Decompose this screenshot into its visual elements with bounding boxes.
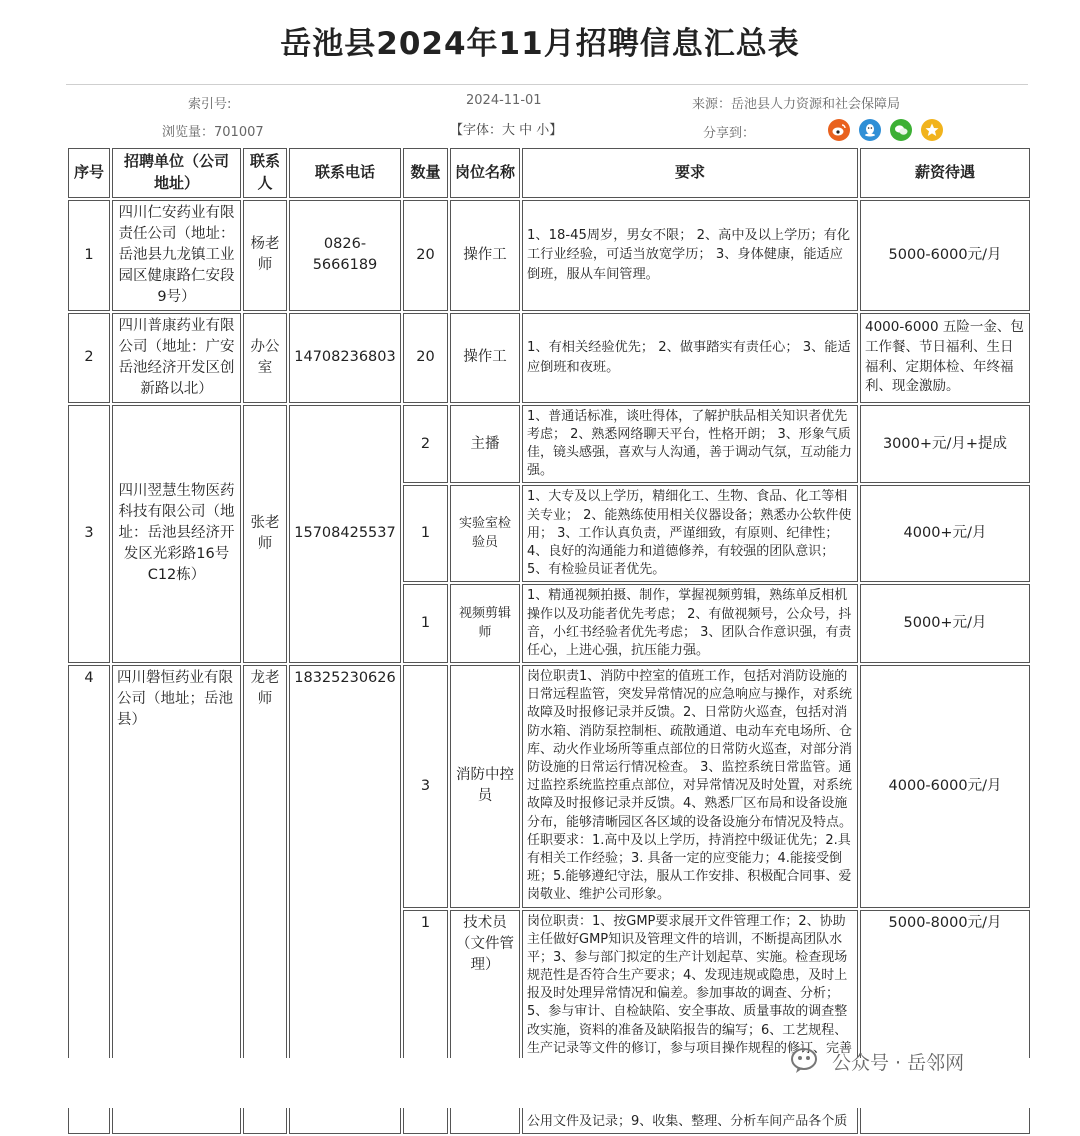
company-cell: 四川磐恒药业有限公司（地址；岳池县） (112, 665, 241, 1134)
company-cell: 四川普康药业有限公司（地址：广安岳池经济开发区创新路以北） (112, 313, 241, 403)
watermark-text: 公众号 · 岳邻网 (832, 1051, 965, 1074)
contact-cell: 龙老师 (243, 665, 287, 1134)
header-contact: 联系人 (243, 148, 287, 198)
article-meta (66, 84, 1028, 143)
salary-cell: 4000-6000元/月 (860, 665, 1030, 907)
qzone-icon[interactable] (921, 119, 943, 141)
view-count: 浏览量：701007 (162, 125, 264, 140)
header-requirements: 要求 (522, 148, 858, 198)
salary-cell: 4000-6000 五险一金、包工作餐、节日福利、生日福利、定期体检、年终福利、现金激励。 (860, 313, 1030, 403)
row-no: 3 (68, 405, 110, 663)
count-cell: 3 (403, 665, 448, 907)
contact-cell: 办公室 (243, 313, 287, 403)
position-cell: 实验室检验员 (450, 485, 520, 582)
position-cell: 技术员（文件管理） (450, 910, 520, 1134)
count-cell: 1 (403, 584, 448, 663)
weibo-icon[interactable] (828, 119, 850, 141)
source-text: 来源：岳池县人力资源和社会保障局 (692, 97, 901, 112)
table-header-row (68, 148, 1030, 198)
header-no: 序号 (68, 148, 110, 198)
table-row (68, 665, 1030, 907)
contact-cell: 张老师 (243, 405, 287, 663)
requirements-cell: 1、18-45周岁，男女不限； 2、高中及以上学历；有化工行业经验，可适当放宽学历； 3、身体健康，能适应倒班，服从车间管理。 (522, 200, 858, 311)
header-phone: 联系电话 (289, 148, 401, 198)
page-title: 岳池县2024年11月招聘信息汇总表 (280, 26, 800, 62)
requirements-cell: 1、有相关经验优先； 2、做事踏实有责任心； 3、能适应倒班和夜班。 (522, 313, 858, 403)
header-position: 岗位名称 (450, 148, 520, 198)
header-salary: 薪资待遇 (860, 148, 1030, 198)
table-row (68, 313, 1030, 403)
count-cell: 2 (403, 405, 448, 484)
requirements-cell: 1、精通视频拍摄、制作，掌握视频剪辑，熟练单反相机操作以及功能者优先考虑； 2、有做视频号，公众号，抖音，小红书经验者优先考虑； 3、团队合作意识强，有责任心，上进心强，抗压能力强。 (522, 584, 858, 663)
qq-icon[interactable] (859, 119, 881, 141)
wechat-official-icon (790, 1046, 824, 1076)
row-no: 4 (68, 665, 110, 1134)
position-cell: 视频剪辑师 (450, 584, 520, 663)
font-size-selector[interactable]: 【字体：大 中 小】 (450, 123, 563, 138)
header-company: 招聘单位（公司地址） (112, 148, 241, 198)
phone-cell: 0826-5666189 (289, 200, 401, 311)
row-no: 2 (68, 313, 110, 403)
phone-cell: 15708425537 (289, 405, 401, 663)
count-cell: 1 (403, 910, 448, 1134)
position-cell: 操作工 (450, 313, 520, 403)
requirements-cell: 1、普通话标准，谈吐得体，了解护肤品相关知识者优先考虑； 2、熟悉网络聊天平台，性格开朗； 3、形象气质佳，镜头感强，喜欢与人沟通，善于调动气氛，互动能力强。 (522, 405, 858, 484)
share-label: 分享到： (703, 126, 756, 141)
count-cell: 20 (403, 313, 448, 403)
row-no: 1 (68, 200, 110, 311)
company-cell: 四川翌慧生物医药科技有限公司（地址：岳池县经济开发区光彩路16号C12栋） (112, 405, 241, 663)
share-icons (828, 119, 943, 141)
index-label: 索引号: (188, 97, 232, 112)
requirements-cell: 1、大专及以上学历，精细化工、生物、食品、化工等相关专业； 2、能熟练使用相关仪器设备；熟悉办公软件使用； 3、工作认真负责，严谨细致，有原则、纪律性； 4、良好的沟通能力和道德修养，有较强的团队意识； 5、有检验员证者优先。 (522, 485, 858, 582)
salary-cell: 4000+元/月 (860, 485, 1030, 582)
wechat-icon[interactable] (890, 119, 912, 141)
contact-cell: 杨老师 (243, 200, 287, 311)
phone-cell: 14708236803 (289, 313, 401, 403)
count-cell: 1 (403, 485, 448, 582)
salary-cell: 3000+元/月+提成 (860, 405, 1030, 484)
phone-cell: 18325230626 (289, 665, 401, 1134)
position-cell: 操作工 (450, 200, 520, 311)
requirements-cell: 岗位职责1、消防中控室的值班工作，包括对消防设施的日常远程监管，突发异常情况的应急响应与操作，对系统故障及时报修记录并反馈。2、日常防火巡查，包括对消防水箱、消防泵控制柜、疏散通道、电动车充电场所、仓库、动火作业场所等重点部位的日常防火巡查，对部分消防设施的日常运行情况检查。 3、监控系统日常监管。通过监控系统监控重点部位，对异常情况及时处置，对系统故障及时报修记录并反馈。4、熟悉厂区布局和设备设施分布，能够清晰园区各区域的设备设施分布情况及特点。任职要求：1.高中及以上学历，持消控中级证优先；2.具有相关工作经验；3. 具备一定的应变能力；4.能接受倒班；5.能够遵纪守法，服从工作安排、积极配合同事、爱岗敬业、维护公司形象。 (522, 665, 858, 907)
table-row (68, 200, 1030, 311)
salary-cell: 5000-6000元/月 (860, 200, 1030, 311)
recruitment-table (66, 146, 1032, 1136)
publish-date: 2024-11-01 (466, 93, 542, 108)
salary-cell: 5000+元/月 (860, 584, 1030, 663)
requirements-cell: 岗位职责：1、按GMP要求展开文件管理工作；2、协助主任做好GMP知识及管理文件的培训，不断提高团队水平；3、参与部门拟定的生产计划起草、实施。检查现场规范性是否符合生产要求；4、发现违规或隐患，及时上报及时处理异常情况和偏差。参加事故的调查、分析；5、参与审计、自检缺陷、安全事故、质量事故的调查整改实施，资料的准备及缺陷报告的编写；6、工艺规程、生产记录等文件的修订，参与项目操作规程的修订、完善 公用文件及记录；9、收集、整理、分析车间产品各个质 (522, 910, 858, 1134)
position-cell: 消防中控员 (450, 665, 520, 907)
position-cell: 主播 (450, 405, 520, 484)
header-count: 数量 (403, 148, 448, 198)
company-cell: 四川仁安药业有限责任公司（地址：岳池县九龙镇工业园区健康路仁安段9号） (112, 200, 241, 311)
watermark (790, 1046, 964, 1076)
table-row (68, 405, 1030, 484)
count-cell: 20 (403, 200, 448, 311)
salary-cell: 5000-8000元/月 (860, 910, 1030, 1134)
